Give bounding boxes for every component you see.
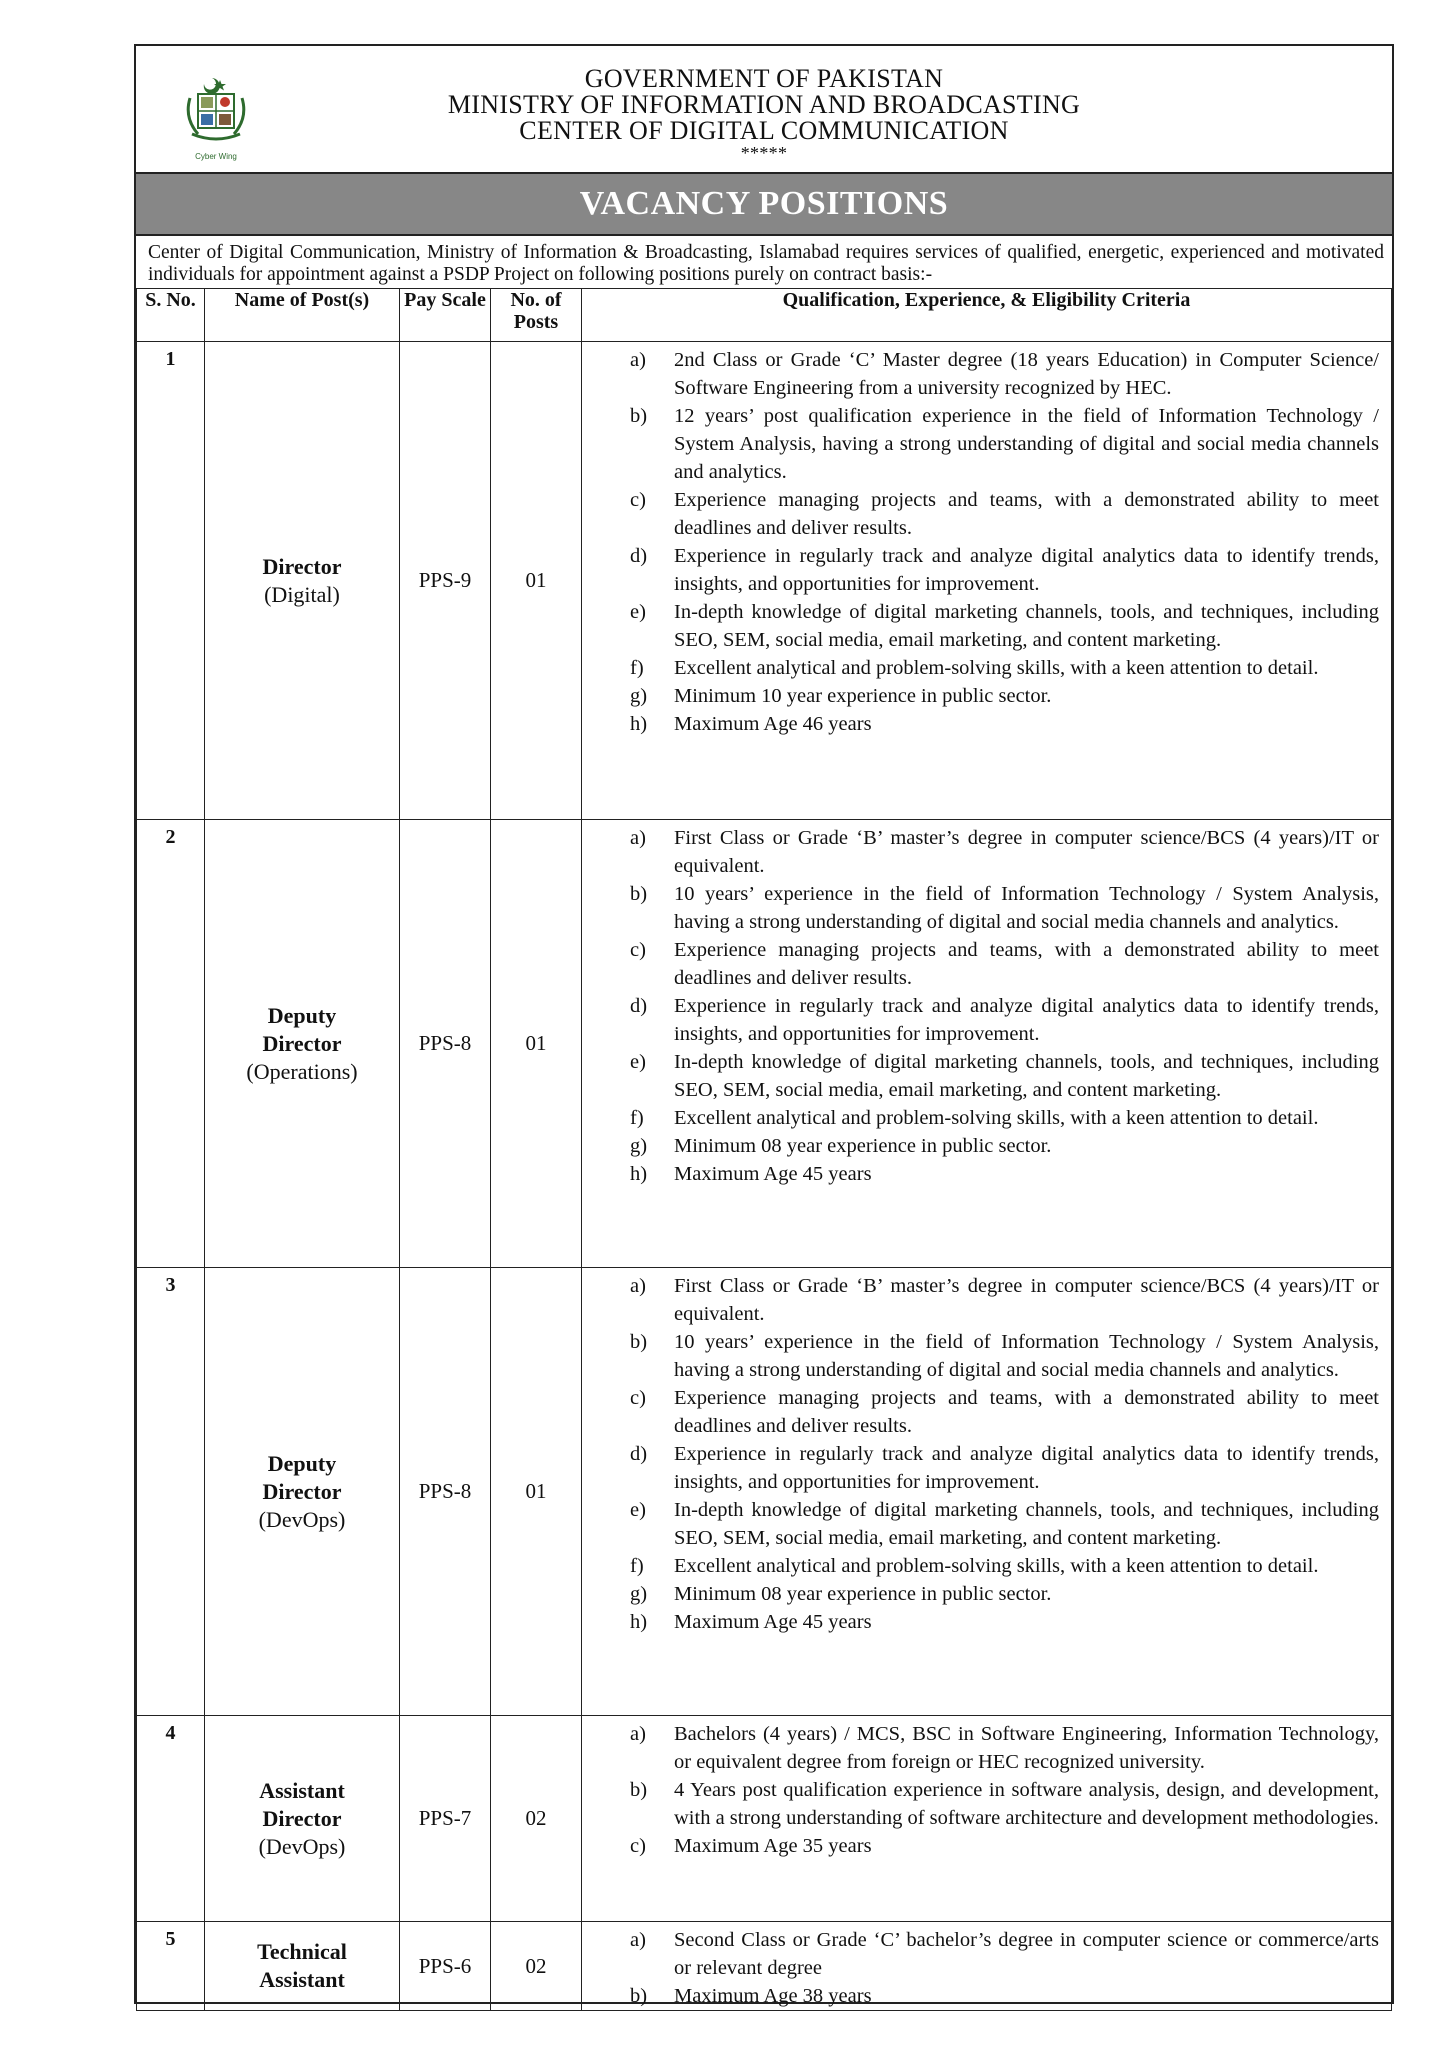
criteria-text: 10 years’ experience in the field of Information Technology / System Analysis, having a strong understanding of digital and social media channels and analytics. <box>674 883 1379 933</box>
column-header: S. No. <box>137 289 205 342</box>
criteria-item <box>630 1272 1379 1328</box>
post-name-line: Director <box>262 1805 342 1831</box>
post-count: 02 <box>491 1716 582 1922</box>
criteria-text: Maximum Age 45 years <box>674 1611 872 1633</box>
criteria-item <box>630 1832 1379 1860</box>
pay-scale: PPS-8 <box>400 1268 491 1716</box>
post-count: 01 <box>491 342 582 820</box>
criteria-item <box>630 992 1379 1048</box>
table-row <box>137 1716 1392 1922</box>
criteria-text: 12 years’ post qualification experience in the field of Information Technology / System Analysis, having a strong understanding of digital and social media channels and analytics. <box>674 405 1379 483</box>
column-header: Qualification, Experience, & Eligibility Criteria <box>582 289 1392 342</box>
criteria-item <box>630 1160 1379 1188</box>
post-name <box>205 1922 400 2011</box>
table-row <box>137 1922 1392 2011</box>
serial-number: 1 <box>137 342 205 820</box>
criteria-letter: b) <box>630 883 648 905</box>
criteria-item <box>630 542 1379 598</box>
criteria-text: Excellent analytical and problem-solving skills, with a keen attention to detail. <box>674 1555 1319 1577</box>
criteria-item <box>630 1384 1379 1440</box>
criteria-letter: f) <box>630 657 644 679</box>
criteria-item <box>630 682 1379 710</box>
document-header <box>136 46 1392 174</box>
criteria-text: Minimum 08 year experience in public sector. <box>674 1135 1052 1157</box>
criteria-text: Maximum Age 46 years <box>674 713 872 735</box>
criteria-text: Maximum Age 38 years <box>674 1985 872 2007</box>
post-name <box>205 820 400 1268</box>
intro-paragraph: Center of Digital Communication, Ministry of Information & Broadcasting, Islamabad requires services of qualified, energetic, experienced and motivated individuals for appointment against a PSDP Project on following positions purely on contract basis:- <box>148 242 1384 285</box>
criteria-text: First Class or Grade ‘B’ master’s degree in computer science/BCS (4 years)/IT or equivalent. <box>674 827 1379 877</box>
criteria-cell <box>582 342 1392 820</box>
criteria-item <box>630 654 1379 682</box>
serial-number: 5 <box>137 1922 205 2011</box>
pay-scale: PPS-9 <box>400 342 491 820</box>
header-stars: ***** <box>740 143 788 163</box>
header-line-ministry: MINISTRY OF INFORMATION AND BROADCASTING <box>447 90 1081 119</box>
criteria-letter: h) <box>630 1163 648 1185</box>
table-row <box>137 342 1392 820</box>
criteria-letter: d) <box>630 545 648 567</box>
post-name-line: Director <box>262 1478 342 1504</box>
criteria-text: 4 Years post qualification experience in software analysis, design, and development, with a strong understanding of software architecture and development methodologies. <box>674 1779 1379 1829</box>
post-count: 01 <box>491 820 582 1268</box>
vacancy-banner <box>136 174 1392 236</box>
criteria-text: 2nd Class or Grade ‘C’ Master degree (18 years Education) in Computer Science/ Software Engineering from a university recognized by HEC. <box>674 349 1379 399</box>
criteria-letter: b) <box>630 1779 648 1801</box>
criteria-letter: h) <box>630 713 648 735</box>
criteria-letter: a) <box>630 1275 646 1297</box>
table-row <box>137 1268 1392 1716</box>
criteria-letter: b) <box>630 405 648 427</box>
criteria-letter: c) <box>630 1835 646 1857</box>
criteria-item <box>630 1720 1379 1776</box>
criteria-text: Experience in regularly track and analyze digital analytics data to identify trends, insights, and opportunities for improvement. <box>674 995 1379 1045</box>
criteria-item <box>630 1132 1379 1160</box>
criteria-letter: c) <box>630 1387 646 1409</box>
post-name-line: (Operations) <box>246 1058 358 1084</box>
criteria-item <box>630 598 1379 654</box>
post-name-line: Assistant <box>259 1967 345 1992</box>
criteria-letter: g) <box>630 685 648 707</box>
criteria-cell <box>582 1268 1392 1716</box>
criteria-text: Maximum Age 45 years <box>674 1163 872 1185</box>
post-name-line: Director <box>262 1030 342 1056</box>
post-name-line: Deputy <box>267 1450 337 1476</box>
criteria-cell <box>582 1922 1392 2011</box>
criteria-item <box>630 880 1379 936</box>
pay-scale: PPS-7 <box>400 1716 491 1922</box>
post-name <box>205 1268 400 1716</box>
criteria-letter: a) <box>630 827 646 849</box>
criteria-text: Second Class or Grade ‘C’ bachelor’s degree in computer science or commerce/arts or relevant degree <box>674 1929 1379 1979</box>
criteria-letter: b) <box>630 1331 648 1353</box>
criteria-letter: e) <box>630 1499 646 1521</box>
criteria-text: Bachelors (4 years) / MCS, BSC in Software Engineering, Information Technology, or equivalent degree from foreign or HEC recognized university. <box>674 1723 1379 1773</box>
criteria-item <box>630 1440 1379 1496</box>
criteria-letter: f) <box>630 1107 644 1129</box>
criteria-item <box>630 402 1379 486</box>
criteria-letter: b) <box>630 1985 648 2007</box>
header-line-government: GOVERNMENT OF PAKISTAN <box>584 64 944 93</box>
criteria-letter: a) <box>630 1929 646 1951</box>
post-name-line: Technical <box>257 1939 347 1964</box>
criteria-text: Experience managing projects and teams, with a demonstrated ability to meet deadlines and deliver results. <box>674 489 1379 539</box>
serial-number: 3 <box>137 1268 205 1716</box>
banner-title: VACANCY POSITIONS <box>579 185 949 222</box>
criteria-item <box>630 1328 1379 1384</box>
criteria-cell <box>582 1716 1392 1922</box>
criteria-text: In-depth knowledge of digital marketing channels, tools, and techniques, including SEO, SEM, social media, email marketing, and content marketing. <box>674 1051 1379 1101</box>
vacancy-table <box>136 288 1392 2011</box>
criteria-item <box>630 824 1379 880</box>
post-name-line: Director <box>262 553 342 579</box>
header-titles <box>136 66 1392 162</box>
criteria-text: Experience in regularly track and analyze digital analytics data to identify trends, insights, and opportunities for improvement. <box>674 545 1379 595</box>
criteria-text: In-depth knowledge of digital marketing channels, tools, and techniques, including SEO, SEM, social media, email marketing, and content marketing. <box>674 1499 1379 1549</box>
criteria-item <box>630 346 1379 402</box>
criteria-text: 10 years’ experience in the field of Information Technology / System Analysis, having a strong understanding of digital and social media channels and analytics. <box>674 1331 1379 1381</box>
post-count: 01 <box>491 1268 582 1716</box>
column-header: Name of Post(s) <box>205 289 400 342</box>
criteria-item <box>630 1608 1379 1636</box>
column-header: No. of Posts <box>491 289 582 342</box>
criteria-item <box>630 710 1379 738</box>
criteria-text: Excellent analytical and problem-solving skills, with a keen attention to detail. <box>674 657 1319 679</box>
criteria-letter: a) <box>630 349 646 371</box>
criteria-text: Excellent analytical and problem-solving skills, with a keen attention to detail. <box>674 1107 1319 1129</box>
serial-number: 2 <box>137 820 205 1268</box>
criteria-item <box>630 1104 1379 1132</box>
criteria-letter: c) <box>630 489 646 511</box>
criteria-text: In-depth knowledge of digital marketing channels, tools, and techniques, including SEO, SEM, social media, email marketing, and content marketing. <box>674 601 1379 651</box>
criteria-item <box>630 1982 1379 2010</box>
post-name <box>205 342 400 820</box>
column-header: Pay Scale <box>400 289 491 342</box>
criteria-letter: c) <box>630 939 646 961</box>
criteria-item <box>630 1048 1379 1104</box>
criteria-text: Experience in regularly track and analyze digital analytics data to identify trends, insights, and opportunities for improvement. <box>674 1443 1379 1493</box>
criteria-cell <box>582 820 1392 1268</box>
table-row <box>137 820 1392 1268</box>
criteria-letter: f) <box>630 1555 644 1577</box>
criteria-letter: d) <box>630 995 648 1017</box>
criteria-letter: a) <box>630 1723 646 1745</box>
post-name-line: (Digital) <box>264 581 340 607</box>
post-name-line: Deputy <box>267 1002 337 1028</box>
criteria-letter: g) <box>630 1135 648 1157</box>
criteria-text: Experience managing projects and teams, with a demonstrated ability to meet deadlines and deliver results. <box>674 1387 1379 1437</box>
post-name <box>205 1716 400 1922</box>
table-header-row <box>137 289 1392 342</box>
criteria-item <box>630 1776 1379 1832</box>
criteria-item <box>630 1926 1379 1982</box>
criteria-letter: d) <box>630 1443 648 1465</box>
criteria-text: Experience managing projects and teams, with a demonstrated ability to meet deadlines and deliver results. <box>674 939 1379 989</box>
criteria-letter: e) <box>630 601 646 623</box>
criteria-text: Minimum 10 year experience in public sector. <box>674 685 1052 707</box>
post-name-line: (DevOps) <box>258 1833 346 1859</box>
post-name-line: (DevOps) <box>258 1506 346 1532</box>
criteria-letter: e) <box>630 1051 646 1073</box>
criteria-text: Minimum 08 year experience in public sector. <box>674 1583 1052 1605</box>
criteria-item <box>630 936 1379 992</box>
criteria-item <box>630 1552 1379 1580</box>
criteria-letter: g) <box>630 1583 648 1605</box>
criteria-text: Maximum Age 35 years <box>674 1835 872 1857</box>
criteria-item <box>630 1496 1379 1552</box>
header-line-center: CENTER OF DIGITAL COMMUNICATION <box>519 116 1009 145</box>
post-name-line: Assistant <box>259 1777 345 1803</box>
serial-number: 4 <box>137 1716 205 1922</box>
criteria-text: First Class or Grade ‘B’ master’s degree in computer science/BCS (4 years)/IT or equivalent. <box>674 1275 1379 1325</box>
table-body <box>137 342 1392 2011</box>
criteria-item <box>630 486 1379 542</box>
logo-caption: Cyber Wing <box>195 152 237 161</box>
criteria-item <box>630 1580 1379 1608</box>
document-frame <box>134 44 1394 2007</box>
post-count: 02 <box>491 1922 582 2011</box>
pay-scale: PPS-8 <box>400 820 491 1268</box>
pay-scale: PPS-6 <box>400 1922 491 2011</box>
criteria-letter: h) <box>630 1611 648 1633</box>
